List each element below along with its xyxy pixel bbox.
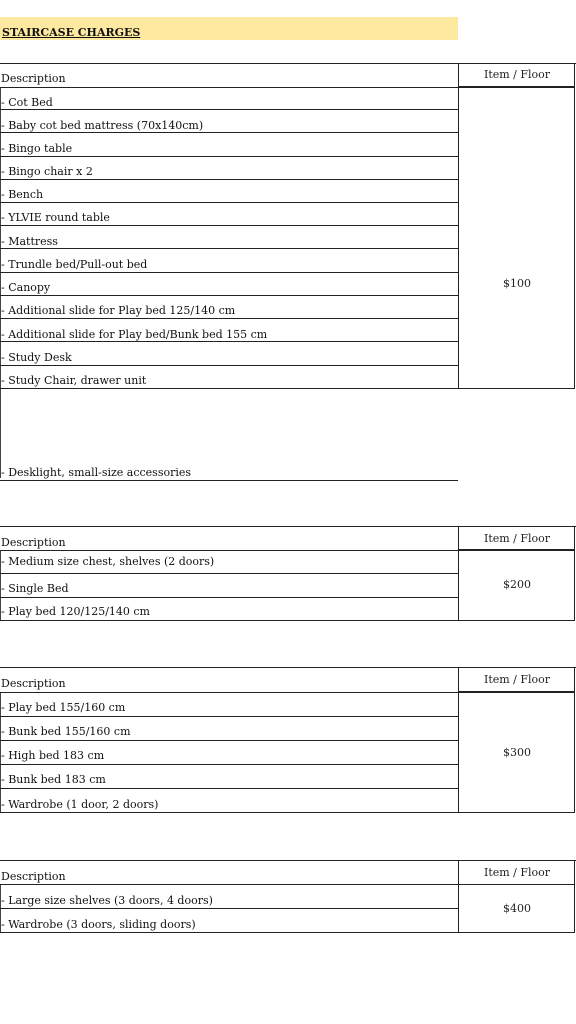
list-item: - Bunk bed 183 cm <box>1 773 106 786</box>
row-divider <box>0 179 458 180</box>
price-column-header: Item / Floor <box>483 866 551 879</box>
row-divider <box>0 365 458 366</box>
row-divider <box>0 788 458 789</box>
row-divider <box>0 318 458 319</box>
row-divider <box>0 692 458 693</box>
row-divider <box>0 716 458 717</box>
list-item: - Study Chair, drawer unit <box>1 374 147 387</box>
price-column-header: Item / Floor <box>483 68 551 81</box>
row-divider <box>0 156 458 157</box>
row-divider <box>0 295 458 296</box>
list-item: - Wardrobe (3 doors, sliding doors) <box>1 918 196 931</box>
list-item: - Bench <box>1 188 44 201</box>
list-item: - Study Desk <box>1 351 72 364</box>
list-item: - Trundle bed/Pull-out bed <box>1 258 148 271</box>
row-divider <box>0 225 458 226</box>
list-item: - Single Bed <box>1 582 69 595</box>
description-column-header: Description <box>1 870 66 883</box>
list-item: - Large size shelves (3 doors, 4 doors) <box>1 894 213 907</box>
list-item: - Wardrobe (1 door, 2 doors) <box>1 798 159 811</box>
row-divider <box>0 550 458 551</box>
list-item: - Play bed 120/125/140 cm <box>1 605 150 618</box>
row-divider <box>0 573 458 574</box>
row-divider <box>0 388 458 389</box>
list-item: - Additional slide for Play bed 125/140 cm <box>1 304 236 317</box>
page-title: STAIRCASE CHARGES <box>2 26 141 39</box>
row-divider <box>0 248 458 249</box>
price-value: $300 <box>503 746 531 759</box>
row-divider <box>0 109 458 110</box>
row-divider <box>0 202 458 203</box>
row-divider <box>0 87 458 88</box>
description-column-header: Description <box>1 536 66 549</box>
list-item: - Play bed 155/160 cm <box>1 701 126 714</box>
list-item: - Bingo chair x 2 <box>1 165 93 178</box>
row-divider <box>0 884 458 885</box>
price-column-header: Item / Floor <box>483 532 551 545</box>
row-divider <box>0 480 458 481</box>
list-item: - Medium size chest, shelves (2 doors) <box>1 555 215 568</box>
row-divider <box>0 908 458 909</box>
row-divider <box>0 132 458 133</box>
price-value: $100 <box>503 277 531 290</box>
list-item: - Bunk bed 155/160 cm <box>1 725 131 738</box>
row-divider <box>0 272 458 273</box>
row-divider <box>0 764 458 765</box>
list-item: - Mattress <box>1 235 58 248</box>
list-item: - Baby cot bed mattress (70x140cm) <box>1 119 204 132</box>
list-item: - Canopy <box>1 281 51 294</box>
list-item: - Bingo table <box>1 142 73 155</box>
price-column-header: Item / Floor <box>483 673 551 686</box>
row-divider <box>0 597 458 598</box>
row-divider <box>0 620 458 621</box>
row-divider <box>0 341 458 342</box>
list-item: - YLVIE round table <box>1 211 110 224</box>
price-value: $400 <box>503 902 531 915</box>
description-column-header: Description <box>1 72 66 85</box>
row-divider <box>0 932 458 933</box>
row-divider <box>0 740 458 741</box>
list-item: - Additional slide for Play bed/Bunk bed 155 cm <box>1 328 268 341</box>
row-divider <box>0 812 458 813</box>
list-item: - Cot Bed <box>1 96 53 109</box>
list-item: - Desklight, small-size accessories <box>1 466 192 479</box>
price-value: $200 <box>503 578 531 591</box>
description-column-header: Description <box>1 677 66 690</box>
list-item: - High bed 183 cm <box>1 749 105 762</box>
price-box <box>458 87 575 389</box>
